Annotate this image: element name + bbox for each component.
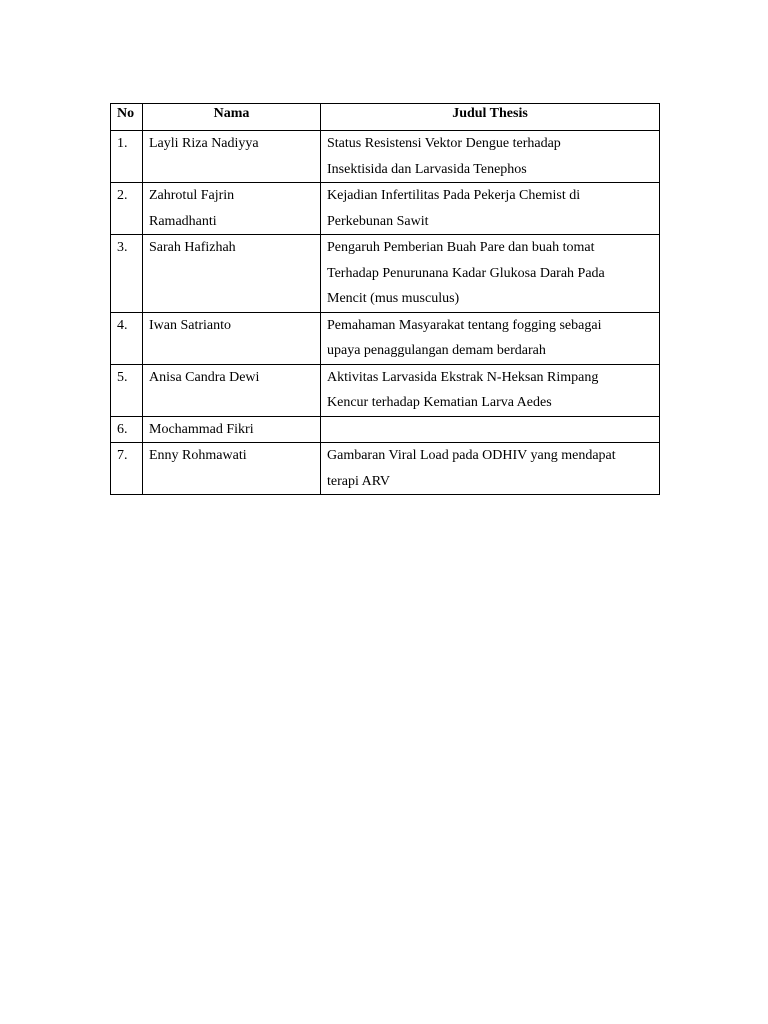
cell-judul [321, 416, 660, 443]
cell-nama: Layli Riza Nadiyya [143, 131, 321, 183]
cell-no: 3. [111, 235, 143, 313]
table-row [111, 235, 660, 313]
cell-judul: Aktivitas Larvasida Ekstrak N-Heksan Rimpang Kencur terhadap Kematian Larva Aedes [321, 364, 660, 416]
cell-no: 1. [111, 131, 143, 183]
table-header-row [111, 104, 660, 131]
table-row [111, 183, 660, 235]
table-row [111, 416, 660, 443]
table-row [111, 364, 660, 416]
thesis-table [110, 103, 660, 495]
cell-judul: Pengaruh Pemberian Buah Pare dan buah tomat Terhadap Penurunana Kadar Glukosa Darah Pada Mencit (mus musculus) [321, 235, 660, 313]
cell-nama: Iwan Satrianto [143, 312, 321, 364]
cell-nama: Zahrotul Fajrin Ramadhanti [143, 183, 321, 235]
cell-nama: Enny Rohmawati [143, 443, 321, 495]
cell-no: 7. [111, 443, 143, 495]
header-judul: Judul Thesis [321, 104, 660, 131]
header-no: No [111, 104, 143, 131]
cell-nama: Sarah Hafizhah [143, 235, 321, 313]
cell-judul: Gambaran Viral Load pada ODHIV yang mendapat terapi ARV [321, 443, 660, 495]
cell-no: 5. [111, 364, 143, 416]
cell-nama: Mochammad Fikri [143, 416, 321, 443]
cell-judul: Kejadian Infertilitas Pada Pekerja Chemist di Perkebunan Sawit [321, 183, 660, 235]
header-nama: Nama [143, 104, 321, 131]
table-row [111, 312, 660, 364]
table-row [111, 443, 660, 495]
cell-nama: Anisa Candra Dewi [143, 364, 321, 416]
cell-no: 4. [111, 312, 143, 364]
table-row [111, 131, 660, 183]
cell-judul: Status Resistensi Vektor Dengue terhadap Insektisida dan Larvasida Tenephos [321, 131, 660, 183]
cell-no: 2. [111, 183, 143, 235]
cell-judul: Pemahaman Masyarakat tentang fogging sebagai upaya penaggulangan demam berdarah [321, 312, 660, 364]
cell-no: 6. [111, 416, 143, 443]
